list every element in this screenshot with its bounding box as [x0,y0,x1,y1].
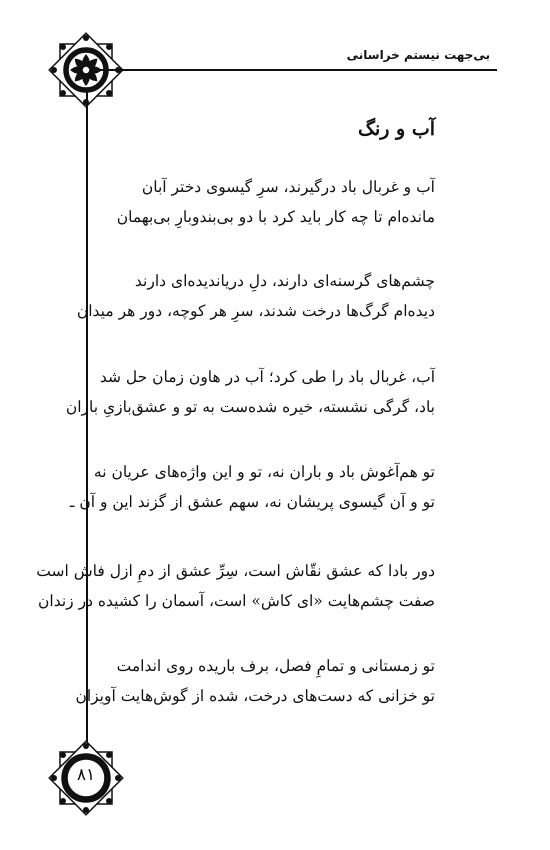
poem-title: آب و رنگ [357,118,435,140]
stanza-6 [45,651,435,711]
stanza-3 [45,362,435,422]
running-header-title: بی‌جهت نیستم خراسانی [346,48,490,62]
verse-line: تو خزانی که دست‌های درخت، شده از گوش‌هایت آویزان [75,687,435,705]
page-number: ۸۱ [76,765,96,785]
verse-line: صفت چشم‌هایت «ای کاش» است، آسمان را کشیده در زندان [38,592,435,610]
verse-line: مانده‌ام تا چه کار باید کرد با دو بی‌بندوبارِ بی‌بهمان [116,208,435,226]
verse-line: دور بادا که عشق نقّاش است، سِرِّ عشق از دمِ ازل فاش است [36,562,435,580]
verse-line: آب، غربال باد را طی کرد؛ آب در هاون زمان حل شد [99,368,435,386]
stanza-4 [45,457,435,517]
verse-line: آب و غربال باد درگیرند، سرِ گیسوی دختر آبان [141,178,435,196]
stanza-5 [36,556,435,616]
verse-line: تو هم‌آغوش باد و باران نه، تو و این واژه‌های عریان نه [93,463,435,481]
header-rule [100,69,497,71]
verse-line: چشم‌های گرسنه‌ای دارند، دلِ دریاندیده‌ای دارند [134,272,435,290]
verse-line: دیده‌ام گرگ‌ها درخت شدند، سرِ هر کوچه، دور هر میدان [76,302,435,320]
verse-line: تو زمستانی و تمامِ فصل، برف باریده روی اندامت [116,657,435,675]
stanza-2 [45,266,435,326]
stanza-1 [45,172,435,232]
verse-line: تو و آن گیسوی پریشان نه، سهم عشق از گزند این و آن ـ [69,493,435,511]
verse-line: باد، گرگی نشسته، خیره شده‌ست به تو و عشق‌بازیِ باران [65,398,435,416]
